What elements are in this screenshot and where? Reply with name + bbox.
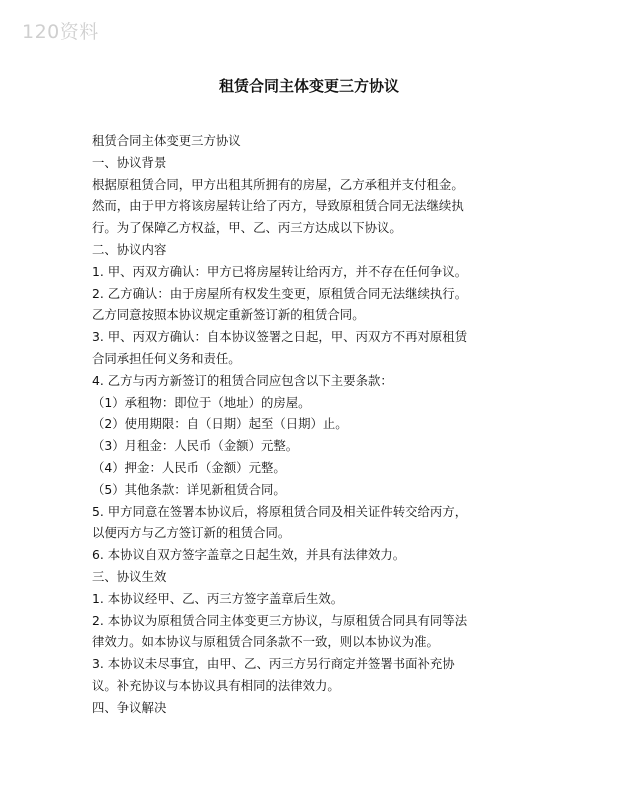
clause-line: 1. 甲、丙双方确认：甲方已将房屋转让给丙方，并不存在任何争议。 xyxy=(92,263,468,279)
clause-line: 3. 本协议未尽事宜，由甲、乙、丙三方另行商定并签署书面补充协 xyxy=(92,656,455,672)
clause-line: 乙方同意按照本协议规定重新签订新的租赁合同。 xyxy=(92,307,365,323)
clause-line: 2. 乙方确认：由于房屋所有权发生变更，原租赁合同无法继续执行。 xyxy=(92,285,468,301)
sub-clause-line: （3）月租金：人民币（金额）元整。 xyxy=(92,438,299,454)
clause-line: 以便丙方与乙方签订新的租赁合同。 xyxy=(92,525,291,541)
clause-line: 律效力。如本协议与原租赁合同条款不一致，则以本协议为准。 xyxy=(92,634,439,650)
sub-clause-line: （1）承租物：即位于（地址）的房屋。 xyxy=(92,394,311,410)
clause-line: 6. 本协议自双方签字盖章之日起生效，并具有法律效力。 xyxy=(92,547,406,563)
clause-line: 5. 甲方同意在签署本协议后，将原租赁合同及相关证件转交给丙方， xyxy=(92,503,468,519)
doc-heading-repeat: 租赁合同主体变更三方协议 xyxy=(92,133,241,148)
clause-line: 4. 乙方与丙方新签订的租赁合同应包含以下主要条款： xyxy=(92,372,393,388)
clause-line: 3. 甲、丙双方确认：自本协议签署之日起，甲、丙双方不再对原租赁 xyxy=(92,329,468,345)
clause-line: 合同承担任何义务和责任。 xyxy=(92,350,241,366)
clause-line: 1. 本协议经甲、乙、丙三方签字盖章后生效。 xyxy=(92,590,344,606)
document-title: 租赁合同主体变更三方协议 xyxy=(218,77,399,95)
section-heading-content: 二、协议内容 xyxy=(92,241,167,257)
paragraph-line: 行。为了保障乙方权益，甲、乙、丙三方达成以下协议。 xyxy=(92,220,402,236)
clause-line: 议。补充协议与本协议具有相同的法律效力。 xyxy=(92,677,340,693)
section-heading-dispute: 四、争议解决 xyxy=(92,699,167,715)
section-heading-background: 一、协议背景 xyxy=(92,154,167,170)
sub-clause-line: （5）其他条款：详见新租赁合同。 xyxy=(92,481,286,497)
paragraph-line: 根据原租赁合同，甲方出租其所拥有的房屋，乙方承租并支付租金。 xyxy=(92,176,464,192)
watermark-text: 120资料 xyxy=(22,21,99,43)
sub-clause-line: （2）使用期限：自（日期）起至（日期）止。 xyxy=(92,416,348,432)
document-body xyxy=(92,130,532,719)
section-heading-effect: 三、协议生效 xyxy=(92,568,167,584)
paragraph-line: 然而，由于甲方将该房屋转让给了丙方，导致原租赁合同无法继续执 xyxy=(92,198,464,214)
clause-line: 2. 本协议为原租赁合同主体变更三方协议，与原租赁合同具有同等法 xyxy=(92,612,468,628)
sub-clause-line: （4）押金：人民币（金额）元整。 xyxy=(92,459,286,475)
